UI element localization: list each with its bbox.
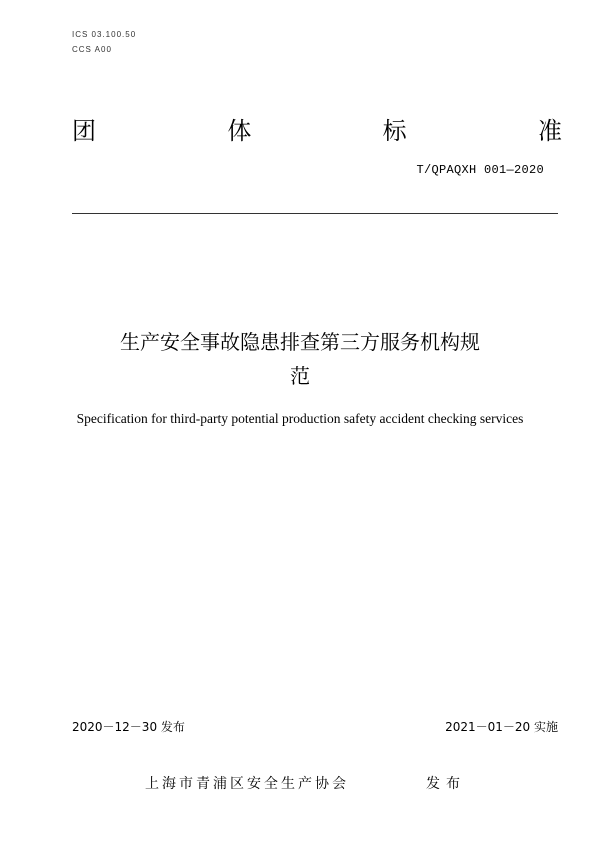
ccs-code: CCS A00 (72, 45, 112, 54)
standard-type-char: 体 (227, 117, 252, 145)
issue-date: 2020－12－30 发布 (72, 720, 185, 734)
standard-code: T/QPAQXH 001—2020 (416, 163, 544, 177)
implementation-date: 2021－01－20 实施 (445, 720, 558, 734)
document-title-en: Specification for third-party potential production safety accident checking services (76, 411, 524, 426)
standard-type-heading (72, 116, 562, 146)
standard-type-char: 准 (537, 117, 562, 145)
standard-type-char: 标 (382, 117, 407, 145)
ics-code: ICS 03.100.50 (72, 30, 137, 39)
publisher-name: 上海市青浦区安全生产协会 (145, 776, 349, 792)
document-title-line-1: 生产安全事故隐患排查第三方服务机构规 (120, 330, 480, 354)
publish-label: 发布 (426, 776, 466, 792)
standard-type-char: 团 (72, 117, 96, 145)
header-divider (72, 213, 558, 214)
document-title-line-2: 范 (290, 364, 310, 388)
document-title-zh (60, 325, 540, 393)
